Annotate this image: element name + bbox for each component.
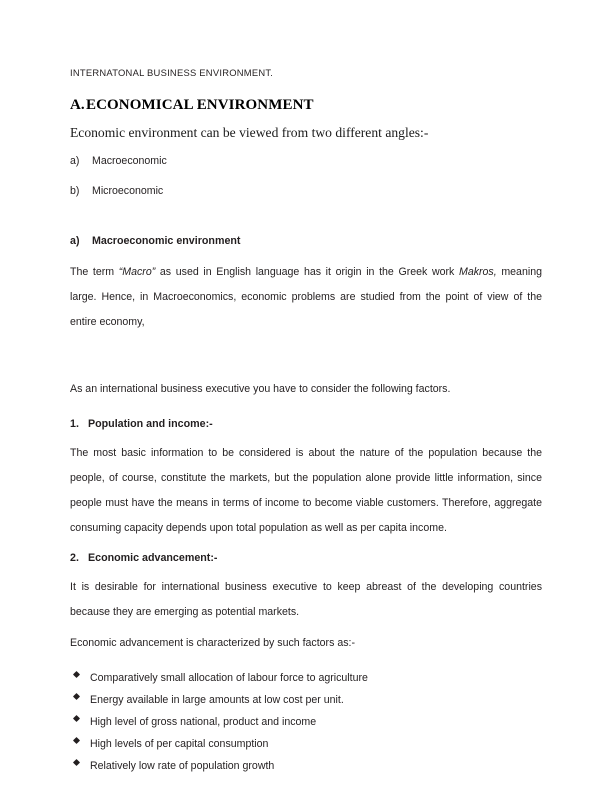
list-item-label: Macroeconomic (92, 155, 167, 167)
spacer (70, 541, 542, 551)
list-item (70, 184, 542, 198)
section-a-intro: Economic environment can be viewed from two different angles:- (70, 125, 429, 140)
list-item (70, 671, 542, 686)
document-body (70, 66, 542, 781)
factor-2-heading (70, 551, 542, 566)
macro-term-macro: “Macro” (118, 266, 156, 278)
section-a-heading (70, 96, 542, 115)
macro-subheading (70, 234, 542, 249)
list-item-label: Energy available in large amounts at low cost per unit. (90, 694, 344, 706)
macro-paragraph (70, 260, 542, 335)
factors-intro: As an international business executive you have to consider the following factors. (70, 383, 451, 395)
macro-subheading-marker: a) (70, 235, 80, 247)
factor-2-marker: 2. (70, 552, 79, 564)
macro-subheading-text: Macroeconomic environment (92, 235, 241, 247)
list-item (70, 759, 542, 774)
list-item (70, 154, 542, 168)
factor-2-heading-text: Economic advancement:- (88, 552, 218, 564)
macro-paragraph-part1: The term (70, 266, 119, 278)
list-item-label: High levels of per capital consumption (90, 738, 269, 750)
list-item-label: Microeconomic (92, 185, 164, 197)
list-item-label: Relatively low rate of population growth (90, 760, 275, 772)
spacer (70, 651, 542, 671)
factor-1-body: The most basic information to be considered is about the nature of the population because the people, of course, constitute the markets, but the population alone provide little information, since people must have the means in terms of income to become viable customers. Therefore, aggregate consuming capacity depends upon total population as well as per capita income. (70, 447, 542, 534)
list-item (70, 737, 542, 752)
spacer (70, 214, 542, 234)
diamond-bullet-icon (73, 715, 80, 722)
macro-paragraph-part3: meaning large. Hence, in Macroeconomics, economic problems are studied from the point of view of the entire economy, (70, 266, 542, 328)
macro-term-makros: Makros, (459, 266, 497, 278)
spacer (70, 625, 542, 635)
list-item-marker: b) (70, 185, 80, 197)
angles-list (70, 154, 542, 198)
spacer (70, 397, 542, 417)
diamond-bullet-icon (73, 759, 80, 766)
factor-1-heading-text: Population and income:- (88, 418, 213, 430)
section-a-marker: A. (70, 97, 85, 113)
factor-2-body: It is desirable for international business executive to keep abreast of the developing countries because they are emerging as potential markets. (70, 581, 542, 618)
document-title: INTERNATONAL BUSINESS ENVIRONMENT. (70, 67, 274, 78)
diamond-bullet-icon (73, 737, 80, 744)
list-item-label: Comparatively small allocation of labour force to agriculture (90, 672, 368, 684)
diamond-bullet-icon (73, 693, 80, 700)
list-item-marker: a) (70, 155, 80, 167)
list-item (70, 715, 542, 730)
diamond-bullet-icon (73, 671, 80, 678)
advancement-factor-list (70, 671, 542, 774)
factor-1-marker: 1. (70, 418, 79, 430)
section-a-heading-text: ECONOMICAL ENVIRONMENT (86, 97, 314, 113)
spacer (70, 335, 542, 381)
list-item (70, 693, 542, 708)
advancement-lead-in: Economic advancement is characterized by such factors as:- (70, 637, 355, 649)
list-item-label: High level of gross national, product and income (90, 716, 317, 728)
macro-paragraph-part2: as used in English language has it origin in the Greek work (155, 266, 459, 278)
factor-1-heading (70, 417, 542, 432)
